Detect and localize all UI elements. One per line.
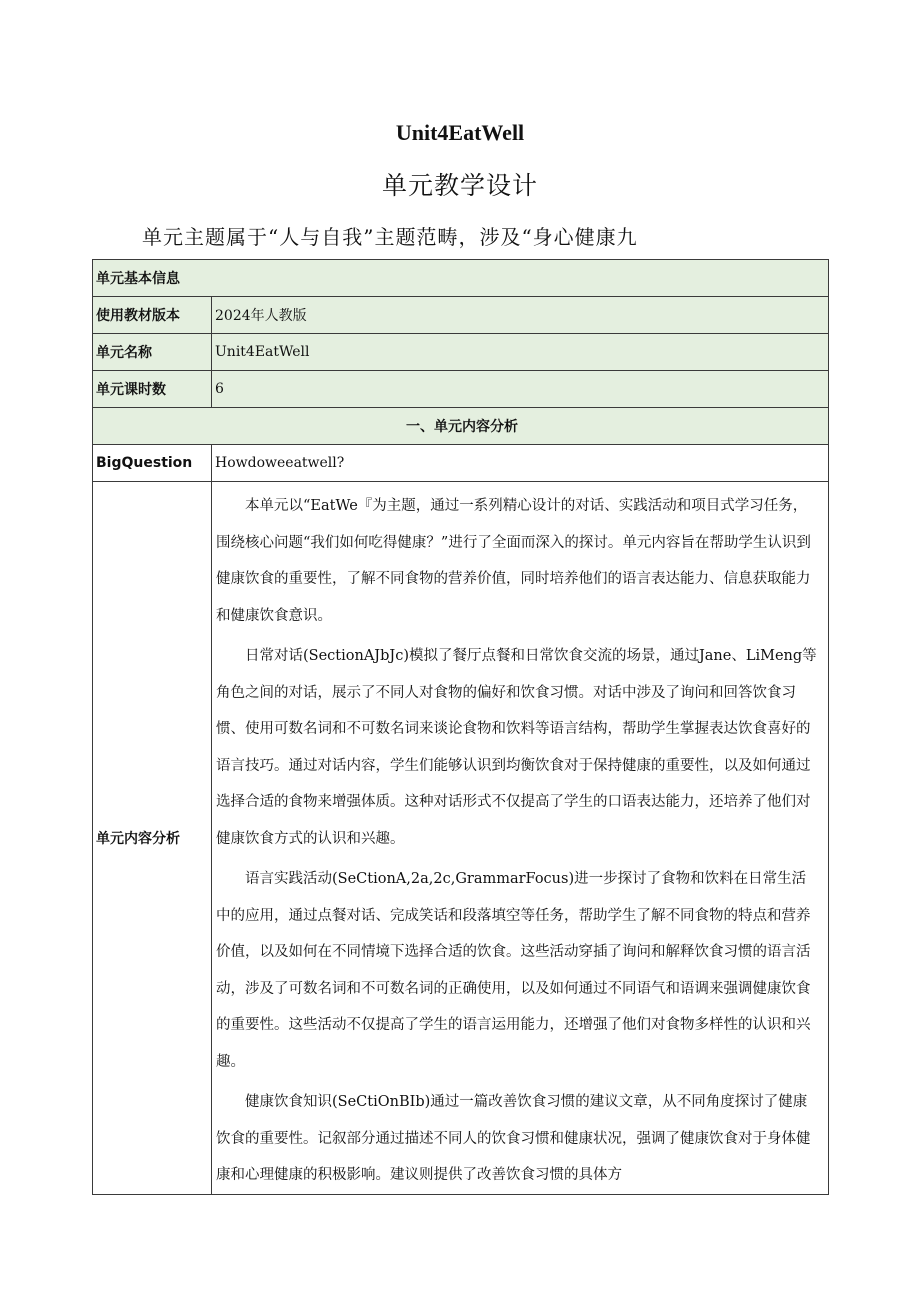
analysis-paragraph: 健康饮食知识(SeCtiOnBIb)通过一篇改善饮食习惯的建议文章，从不同角度探讨了健康饮食的重要性。记叙部分通过描述不同人的饮食习惯和健康状况，强调了健康饮食对于身体健康和心理健康的积极影响。建议则提供了改善饮食习惯的具体方	[216, 1094, 811, 1183]
section-header: 一、单元内容分析	[93, 408, 829, 445]
analysis-paragraph: 日常对话(SectionAJbJc)模拟了餐厅点餐和日常饮食交流的场景，通过Jane、LiMeng等角色之间的对话，展示了不同人对食物的偏好和饮食习惯。对话中涉及了询问和回答饮食习惯、使用可数名词和不可数名词来谈论食物和饮料等语言结构，帮助学生掌握表达饮食喜好的语言技巧。通过对话内容，学生们能够认识到均衡饮食对于保持健康的重要性，以及如何通过选择合适的食物来增强体质。这种对话形式不仅提高了学生的口语表达能力，还培养了他们对健康饮食方式的认识和兴趣。	[216, 648, 817, 847]
analysis-paragraph: 语言实践活动(SeCtionA,2a,2c,GrammarFocus)进一步探讨了食物和饮料在日常生活中的应用，通过点餐对话、完成笑话和段落填空等任务，帮助学生了解不同食物的特点和营养价值，以及如何在不同情境下选择合适的饮食。这些活动穿插了询问和解释饮食习惯的语言活动，涉及了可数名词和不可数名词的正确使用，以及如何通过不同语气和语调来强调健康饮食的重要性。这些活动不仅提高了学生的语言运用能力，还增强了他们对食物多样性的认识和兴趣。	[216, 871, 811, 1070]
basic-info-header-row	[93, 260, 829, 297]
row-value: Unit4EatWell	[212, 334, 829, 371]
section-header-row	[93, 408, 829, 445]
big-question-label: BigQuestion	[93, 445, 212, 482]
analysis-content	[212, 482, 829, 1195]
row-label: 单元名称	[93, 334, 212, 371]
unit-design-table	[92, 259, 829, 1195]
row-label: 单元课时数	[93, 371, 212, 408]
basic-info-header: 单元基本信息	[93, 260, 829, 297]
row-label: 使用教材版本	[93, 297, 212, 334]
row-value: 6	[212, 371, 829, 408]
analysis-paragraph: 本单元以“EatWe『为主题，通过一系列精心设计的对话、实践活动和项目式学习任务，围绕核心问题“我们如何吃得健康？”进行了全面而深入的探讨。单元内容旨在帮助学生认识到健康饮食的重要性，了解不同食物的营养价值，同时培养他们的语言表达能力、信息获取能力和健康饮食意识。	[216, 498, 811, 624]
document-title: Unit4EatWell	[395, 120, 525, 145]
row-value: 2024年人教版	[212, 297, 829, 334]
table-row	[93, 297, 829, 334]
table-row	[93, 334, 829, 371]
big-question-row	[93, 445, 829, 482]
table-row	[93, 371, 829, 408]
big-question-value: Howdoweeatwell?	[212, 445, 829, 482]
intro-line: 单元主题属于“人与自我”主题范畴，涉及“身心健康九	[142, 225, 638, 249]
document-subtitle: 单元教学设计	[381, 171, 538, 200]
analysis-label: 单元内容分析	[93, 482, 212, 1195]
analysis-row	[93, 482, 829, 1195]
